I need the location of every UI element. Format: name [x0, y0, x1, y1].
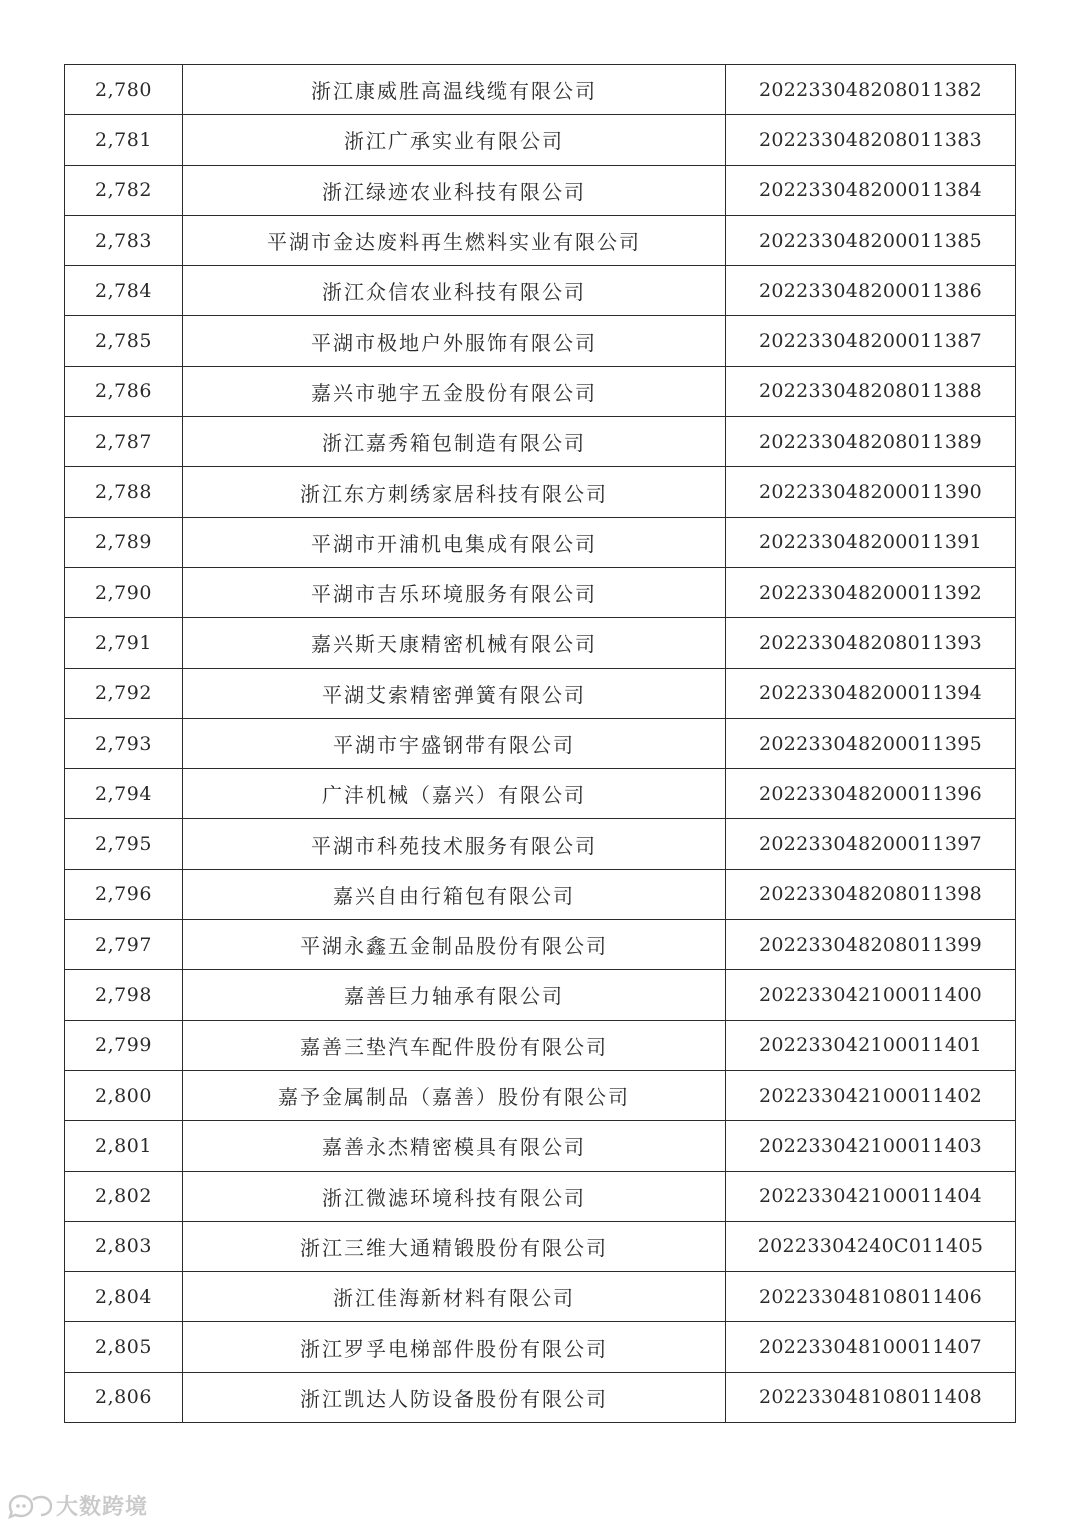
row-number-cell: 2,783: [65, 215, 183, 265]
row-number-cell: 2,795: [65, 819, 183, 869]
row-number-cell: 2,801: [65, 1121, 183, 1171]
table-row: [65, 567, 1016, 617]
company-name-cell: 浙江凯达人防设备股份有限公司: [183, 1372, 726, 1422]
watermark-text: 大数跨境: [56, 1495, 149, 1520]
table-row: [65, 1020, 1016, 1070]
company-name-cell: 平湖市极地户外服饰有限公司: [183, 316, 726, 366]
row-number-cell: 2,782: [65, 165, 183, 215]
row-number-cell: 2,794: [65, 769, 183, 819]
registration-code-cell: 202233048200011390: [726, 467, 1016, 517]
table-row: [65, 819, 1016, 869]
company-name-cell: 平湖市宇盛钢带有限公司: [183, 718, 726, 768]
company-name-cell: 浙江广承实业有限公司: [183, 115, 726, 165]
table-row: [65, 718, 1016, 768]
company-name-cell: 平湖市吉乐环境服务有限公司: [183, 567, 726, 617]
registration-code-cell: 202233048200011392: [726, 567, 1016, 617]
company-name-cell: 浙江康威胜高温线缆有限公司: [183, 65, 726, 115]
table-row: [65, 266, 1016, 316]
registration-code-cell: 202233048208011399: [726, 920, 1016, 970]
table-row: [65, 65, 1016, 115]
company-name-cell: 平湖艾索精密弹簧有限公司: [183, 668, 726, 718]
table-row: [65, 1171, 1016, 1221]
row-number-cell: 2,780: [65, 65, 183, 115]
company-name-cell: 浙江嘉秀箱包制造有限公司: [183, 417, 726, 467]
row-number-cell: 2,793: [65, 718, 183, 768]
table-row: [65, 366, 1016, 416]
table-row: [65, 618, 1016, 668]
registration-code-cell: 202233048200011394: [726, 668, 1016, 718]
row-number-cell: 2,785: [65, 316, 183, 366]
chat-bubble-logo-icon: [6, 1492, 52, 1520]
table-row: [65, 769, 1016, 819]
row-number-cell: 2,786: [65, 366, 183, 416]
registration-code-cell: 202233048200011396: [726, 769, 1016, 819]
registration-code-cell: 202233048200011391: [726, 517, 1016, 567]
row-number-cell: 2,781: [65, 115, 183, 165]
registration-code-cell: 202233048208011388: [726, 366, 1016, 416]
company-name-cell: 浙江三维大通精锻股份有限公司: [183, 1221, 726, 1271]
registration-code-cell: 202233048108011406: [726, 1272, 1016, 1322]
row-number-cell: 2,797: [65, 920, 183, 970]
row-number-cell: 2,792: [65, 668, 183, 718]
row-number-cell: 2,803: [65, 1221, 183, 1271]
company-name-cell: 嘉善永杰精密模具有限公司: [183, 1121, 726, 1171]
company-name-cell: 嘉善三垫汽车配件股份有限公司: [183, 1020, 726, 1070]
table-row: [65, 1121, 1016, 1171]
company-name-cell: 浙江佳海新材料有限公司: [183, 1272, 726, 1322]
company-name-cell: 浙江微滤环境科技有限公司: [183, 1171, 726, 1221]
registration-code-cell: 20223304240C011405: [726, 1221, 1016, 1271]
table-row: [65, 417, 1016, 467]
company-name-cell: 平湖永鑫五金制品股份有限公司: [183, 920, 726, 970]
company-name-cell: 平湖市金达废料再生燃料实业有限公司: [183, 215, 726, 265]
registration-code-cell: 202233048200011395: [726, 718, 1016, 768]
table-row: [65, 1221, 1016, 1271]
registration-code-cell: 202233048100011407: [726, 1322, 1016, 1372]
row-number-cell: 2,788: [65, 467, 183, 517]
row-number-cell: 2,805: [65, 1322, 183, 1372]
table-row: [65, 1070, 1016, 1120]
company-name-cell: 浙江绿迹农业科技有限公司: [183, 165, 726, 215]
registration-code-cell: 202233048200011386: [726, 266, 1016, 316]
registration-code-cell: 202233048208011383: [726, 115, 1016, 165]
company-name-cell: 浙江罗孚电梯部件股份有限公司: [183, 1322, 726, 1372]
table-row: [65, 920, 1016, 970]
table-row: [65, 869, 1016, 919]
registration-code-cell: 202233048200011387: [726, 316, 1016, 366]
row-number-cell: 2,789: [65, 517, 183, 567]
company-name-cell: 浙江众信农业科技有限公司: [183, 266, 726, 316]
table-body: [65, 65, 1016, 1423]
table-row: [65, 215, 1016, 265]
row-number-cell: 2,787: [65, 417, 183, 467]
registration-code-cell: 202233048200011397: [726, 819, 1016, 869]
registration-code-cell: 202233048208011382: [726, 65, 1016, 115]
company-name-cell: 广沣机械（嘉兴）有限公司: [183, 769, 726, 819]
table-row: [65, 668, 1016, 718]
table-row: [65, 517, 1016, 567]
company-name-cell: 嘉兴斯天康精密机械有限公司: [183, 618, 726, 668]
company-name-cell: 平湖市科苑技术服务有限公司: [183, 819, 726, 869]
row-number-cell: 2,791: [65, 618, 183, 668]
company-name-cell: 嘉兴市驰宇五金股份有限公司: [183, 366, 726, 416]
company-name-cell: 嘉予金属制品（嘉善）股份有限公司: [183, 1070, 726, 1120]
watermark: [6, 1490, 148, 1521]
registration-code-cell: 202233048208011398: [726, 869, 1016, 919]
registration-code-cell: 202233048108011408: [726, 1372, 1016, 1422]
row-number-cell: 2,790: [65, 567, 183, 617]
row-number-cell: 2,799: [65, 1020, 183, 1070]
table-row: [65, 165, 1016, 215]
row-number-cell: 2,802: [65, 1171, 183, 1221]
company-name-cell: 嘉善巨力轴承有限公司: [183, 970, 726, 1020]
row-number-cell: 2,804: [65, 1272, 183, 1322]
row-number-cell: 2,800: [65, 1070, 183, 1120]
registration-code-cell: 202233042100011404: [726, 1171, 1016, 1221]
row-number-cell: 2,806: [65, 1372, 183, 1422]
registration-code-cell: 202233042100011402: [726, 1070, 1016, 1120]
row-number-cell: 2,796: [65, 869, 183, 919]
row-number-cell: 2,784: [65, 266, 183, 316]
table-row: [65, 1372, 1016, 1422]
registration-code-cell: 202233048208011389: [726, 417, 1016, 467]
table-row: [65, 970, 1016, 1020]
company-name-cell: 嘉兴自由行箱包有限公司: [183, 869, 726, 919]
company-name-cell: 平湖市开浦机电集成有限公司: [183, 517, 726, 567]
row-number-cell: 2,798: [65, 970, 183, 1020]
company-list-table: [64, 64, 1016, 1423]
table-row: [65, 115, 1016, 165]
registration-code-cell: 202233042100011400: [726, 970, 1016, 1020]
table-row: [65, 1322, 1016, 1372]
registration-code-cell: 202233048200011385: [726, 215, 1016, 265]
registration-code-cell: 202233048208011393: [726, 618, 1016, 668]
table-row: [65, 1272, 1016, 1322]
registration-code-cell: 202233042100011403: [726, 1121, 1016, 1171]
table-row: [65, 316, 1016, 366]
company-name-cell: 浙江东方刺绣家居科技有限公司: [183, 467, 726, 517]
registration-code-cell: 202233048200011384: [726, 165, 1016, 215]
registration-code-cell: 202233042100011401: [726, 1020, 1016, 1070]
table-row: [65, 467, 1016, 517]
